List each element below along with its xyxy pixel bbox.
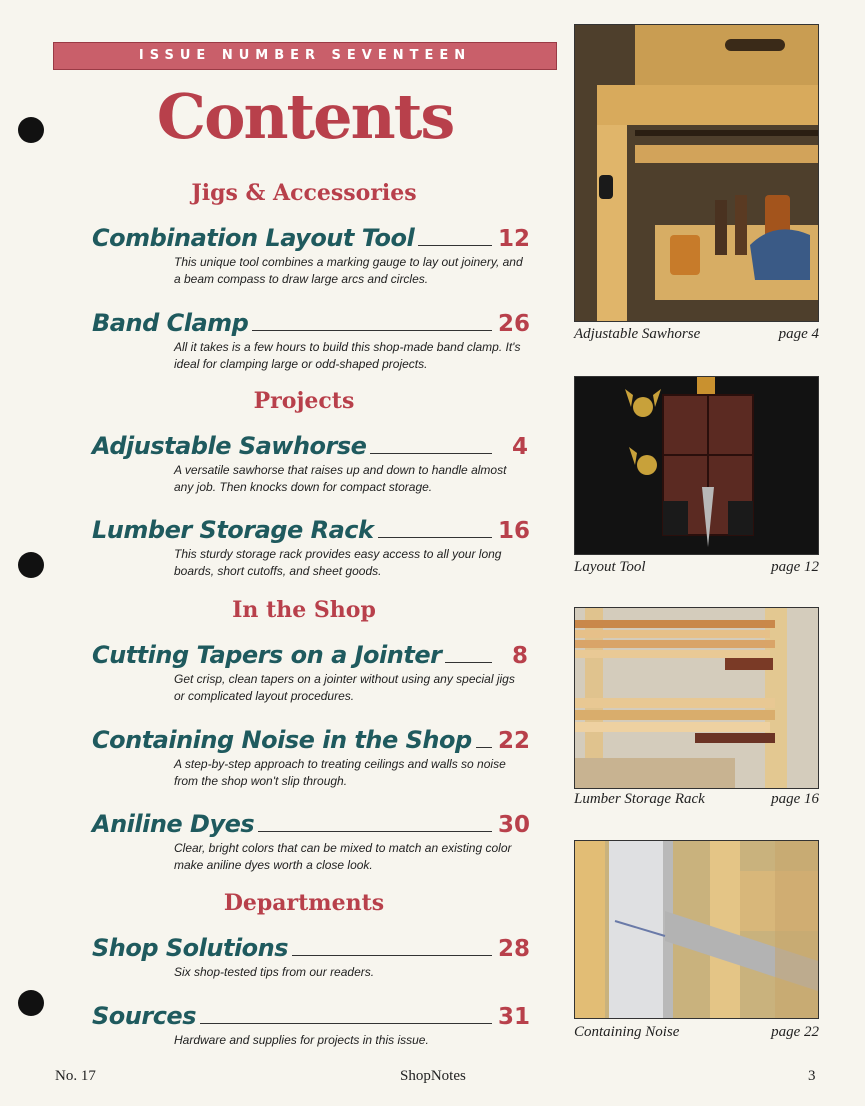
entry-page: 28 bbox=[498, 936, 531, 962]
leader-line bbox=[252, 330, 492, 331]
entry-description: A step-by-step approach to treating ceilings and walls so noise from the shop won't slip through. bbox=[174, 757, 506, 788]
leader-line bbox=[378, 537, 493, 538]
leader-line bbox=[292, 955, 492, 956]
photo-caption bbox=[574, 326, 819, 343]
entry-description: This sturdy storage rack provides easy access to all your long boards, short cutoffs, and sheet goods. bbox=[174, 547, 502, 578]
entry-page: 26 bbox=[498, 311, 531, 337]
section-jigs-heading: Jigs & Accessories bbox=[191, 180, 417, 206]
caption-label: Containing Noise bbox=[574, 1024, 680, 1040]
photo-caption bbox=[574, 791, 819, 808]
entry-page: 22 bbox=[498, 728, 531, 754]
entry-title: Containing Noise in the Shop bbox=[92, 726, 472, 754]
toc-entry[interactable] bbox=[92, 428, 528, 496]
entry-title: Combination Layout Tool bbox=[92, 224, 415, 252]
entry-page: 8 bbox=[511, 643, 528, 669]
entry-title: Cutting Tapers on a Jointer bbox=[92, 641, 442, 669]
layout-tool-illustration bbox=[575, 377, 818, 554]
photo-adjustable-sawhorse bbox=[574, 24, 819, 322]
toc-entry[interactable] bbox=[92, 512, 531, 580]
toc-entry[interactable] bbox=[92, 806, 531, 874]
section-departments-heading: Departments bbox=[223, 890, 385, 916]
entry-title: Aniline Dyes bbox=[92, 810, 255, 838]
section-projects-heading: Projects bbox=[253, 388, 355, 414]
entry-page: 30 bbox=[498, 812, 531, 838]
publication-name-footer: ShopNotes bbox=[400, 1068, 466, 1084]
entry-description: Get crisp, clean tapers on a jointer without using any special jigs or complicated layout procedures. bbox=[174, 672, 515, 703]
caption-page: page 16 bbox=[771, 791, 819, 807]
page-number-footer: 3 bbox=[808, 1068, 816, 1084]
leader-line bbox=[200, 1023, 492, 1024]
binder-hole-bottom bbox=[18, 990, 44, 1016]
caption-page: page 12 bbox=[771, 559, 819, 575]
toc-entry[interactable] bbox=[92, 930, 531, 981]
entry-title: Adjustable Sawhorse bbox=[92, 432, 367, 460]
photo-lumber-storage-rack bbox=[574, 607, 819, 789]
entry-page: 12 bbox=[498, 226, 531, 252]
photo-containing-noise bbox=[574, 840, 819, 1019]
entry-page: 16 bbox=[498, 518, 531, 544]
entry-title: Lumber Storage Rack bbox=[92, 516, 374, 544]
entry-description: A versatile sawhorse that raises up and down to handle almost any job. Then knocks down for compact storage. bbox=[174, 463, 507, 494]
leader-line bbox=[258, 831, 492, 832]
caption-label: Adjustable Sawhorse bbox=[574, 326, 701, 342]
sawhorse-illustration bbox=[575, 25, 818, 321]
leader-line bbox=[445, 662, 492, 663]
toc-entry[interactable] bbox=[92, 637, 528, 705]
entry-title: Shop Solutions bbox=[92, 934, 289, 962]
binder-hole-top bbox=[18, 117, 44, 143]
photo-caption bbox=[574, 1024, 819, 1041]
leader-line bbox=[370, 453, 492, 454]
leader-line bbox=[476, 747, 492, 748]
entry-title: Sources bbox=[92, 1002, 196, 1030]
caption-page: page 4 bbox=[778, 326, 819, 342]
page-title: Contents bbox=[156, 80, 454, 153]
toc-entry[interactable] bbox=[92, 305, 531, 373]
entry-description: All it takes is a few hours to build this shop-made band clamp. It's ideal for clamping large or odd-shaped projects. bbox=[174, 340, 521, 371]
entry-title: Band Clamp bbox=[92, 309, 249, 337]
binder-hole-middle bbox=[18, 552, 44, 578]
entry-description: This unique tool combines a marking gauge to lay out joinery, and a beam compass to draw large arcs and circles. bbox=[174, 255, 523, 286]
caption-label: Layout Tool bbox=[574, 559, 646, 575]
entry-description: Hardware and supplies for projects in this issue. bbox=[174, 1033, 429, 1047]
entry-description: Six shop-tested tips from our readers. bbox=[174, 965, 375, 979]
issue-number-footer: No. 17 bbox=[55, 1068, 96, 1084]
toc-entry[interactable] bbox=[92, 220, 531, 288]
caption-label: Lumber Storage Rack bbox=[574, 791, 705, 807]
leader-line bbox=[418, 245, 492, 246]
issue-banner: ISSUE NUMBER SEVENTEEN bbox=[53, 42, 557, 70]
caption-page: page 22 bbox=[771, 1024, 819, 1040]
photo-caption bbox=[574, 559, 819, 576]
entry-page: 31 bbox=[498, 1004, 531, 1030]
entry-page: 4 bbox=[511, 434, 528, 460]
entry-description: Clear, bright colors that can be mixed to match an existing color make aniline dyes worth a close look. bbox=[174, 841, 512, 872]
toc-entry[interactable] bbox=[92, 722, 531, 790]
noise-wall-illustration bbox=[575, 841, 818, 1018]
lumber-rack-illustration bbox=[575, 608, 818, 788]
photo-layout-tool bbox=[574, 376, 819, 555]
section-shop-heading: In the Shop bbox=[232, 597, 376, 623]
toc-entry[interactable] bbox=[92, 998, 531, 1049]
